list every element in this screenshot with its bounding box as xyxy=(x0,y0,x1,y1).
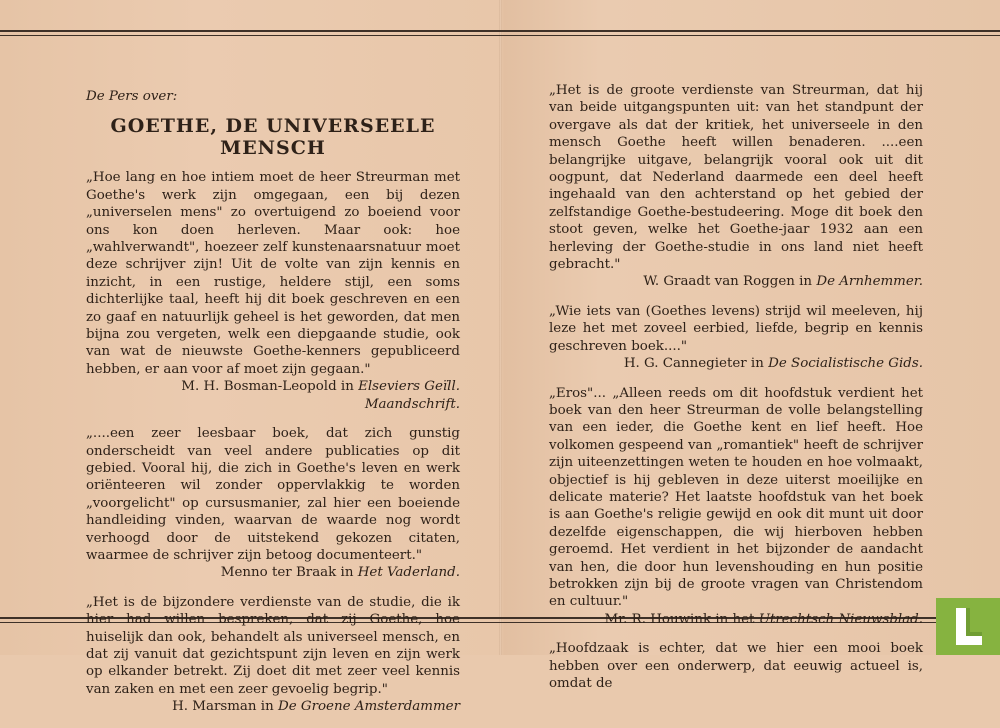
quote-text: „Hoofdzaak is echter, dat we hier een mooi boek hebben over een onderwerp, dat eeuwig actueel is, omdat de xyxy=(549,641,923,691)
quote-attribution xyxy=(549,355,923,372)
top-rule-1 xyxy=(0,30,1000,32)
green-square-logo-icon xyxy=(936,598,1000,655)
quote-author: M. H. Bosman-Leopold in xyxy=(181,379,354,395)
quote-source: Het Vaderland. xyxy=(357,565,460,581)
quote-source: Utrechtsch Nieuwsblad. xyxy=(758,611,923,627)
quote-source: De Groene Amsterdammer xyxy=(277,699,460,715)
quote-author: Mr. R. Houwink in het xyxy=(604,611,755,627)
quote-author: Menno ter Braak in xyxy=(220,565,354,581)
quote-author: H. Marsman in xyxy=(172,699,274,715)
center-fold xyxy=(499,0,502,655)
quote-author: H. G. Cannegieter in xyxy=(623,356,764,372)
quote-author: W. Graadt van Roggen in xyxy=(643,274,813,290)
quote-text: „Het is de groote verdienste van Streurman, dat hij van beide uitgangspunten uit: van het standpunt der overgave als dat der kritiek, het universeele in den mensch Goethe heeft willen benaderen. ....een belangrijke uitgave, belangrijk vooral ook uit dit oogpunt, dat Nederland daarmede een deel heeft ingehaald van den achterstand op het gebied der zelfstandige Goethe-bestudeering. Moge dit boek den stoot geven, welke het Goethe-jaar 1932 aan een herleving der Goethe-studie in ons land niet heeft gebracht." xyxy=(549,83,923,273)
press-quote xyxy=(549,385,923,629)
quote-source: De Arnhemmer. xyxy=(816,274,923,290)
quote-attribution xyxy=(86,698,460,715)
quote-text: „Hoe lang en hoe intiem moet de heer Streurman met Goethe's werk zijn omgegaan, een bij dezen „universelen mens" zo overtuigend zo boeiend voor ons kon doen herleven. Maar ook: hoe „wahlverwandt", hoezeer zelf kunstenaarsnatuur moet deze schrijver zijn! Uit de volte van zijn kennis en inzicht, in een rustige, heldere stijl, een soms dichterlijke taal, heeft hij dit boek geschreven en een zo gaaf en natuurlijk geheel is het geworden, dat men bijna zou vergeten, welk een diepgaande studie, ook van wat de nieuwste Goethe-kenners gepubliceerd hebben, er aan voor af moet zijn gegaan." xyxy=(86,170,460,377)
quote-attribution xyxy=(549,611,923,628)
right-page xyxy=(549,82,923,692)
left-page xyxy=(86,82,460,728)
quote-text: „Wie iets van (Goethes levens) strijd wil meeleven, hij leze het met zoveel eerbied, liefde, begrip en kennis geschreven boek...." xyxy=(549,303,923,354)
quote-text: „Eros"... „Alleen reeds om dit hoofdstuk verdient het boek van den heer Streurman de volle belangstelling van een ieder, die Goethe kent en lief heeft. Hoe volkomen gespeend van „romantiek" heeft de schrijver zijn uiteenzettingen weten te houden en hoe volmaakt, objectief is hij gebleven in deze uiterst moeilijke en delicate materie? Het laatste hoofdstuk van het boek is aan Goethe's religie gewijd en ook dit munt uit door dezelfde eigenschappen, die wij hierboven hebben geroemd. Het verdient in het bijzonder de aandacht van hen, die door hun levenshouding en hun positie betrokken zijn bij de groote vragen van Christendom en cultuur." xyxy=(549,385,923,610)
quote-attribution xyxy=(86,378,460,413)
quote-attribution xyxy=(86,564,460,581)
press-intro: De Pers over: xyxy=(86,89,178,104)
quote-source: De Socialistische Gids. xyxy=(768,356,923,372)
press-quote xyxy=(549,303,923,373)
quote-attribution xyxy=(549,273,923,290)
top-rule-2 xyxy=(0,35,1000,36)
quote-text: „....een zeer leesbaar boek, dat zich gunstig onderscheidt van veel andere publicaties op dit gebied. Vooral hij, die zich in Goethe's leven en werk oriënteeren wil zonder oppervlakkig te worden „voorgelicht" op cursusmanier, zal hier een boeiende handleiding vinden, waarvan de waarde nog wordt verhoogd door de uitstekend gekozen citaten, waarmee de schrijver zijn betoog documenteert." xyxy=(86,426,460,563)
page-heading: GOETHE, DE UNIVERSEELE MENSCH xyxy=(110,115,436,160)
press-quote xyxy=(549,640,923,692)
quote-source: Elseviers Geïll. Maandschrift. xyxy=(358,379,460,412)
quote-text: „Het is de bijzondere verdienste van de studie, die ik hier had willen bespreken, dat zij Goethe, hoe huiselijk dan ook, behandelt als universeel mensch, en dat zij vanuit dat gezichtspunt zijn leven en zijn werk op elkander betrekt. Zij doet dit met zeer veel kennis van zaken en met een zeer gevoelig begrip." xyxy=(86,594,460,697)
press-quote xyxy=(86,425,460,582)
press-quote xyxy=(86,169,460,413)
press-quote xyxy=(549,82,923,291)
